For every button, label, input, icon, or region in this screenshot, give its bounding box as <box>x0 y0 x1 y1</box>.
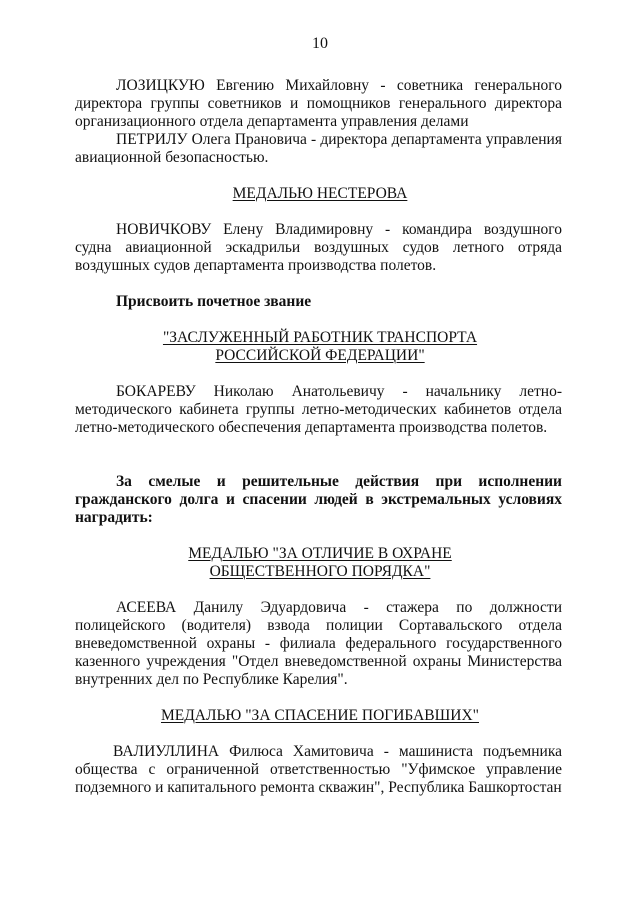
honorary-title-lead: Присвоить почетное звание <box>116 293 312 310</box>
medal-heading-line: ОБЩЕСТВЕННОГО ПОРЯДКА" <box>209 563 431 580</box>
medal-heading <box>0 545 640 581</box>
award-recipient-paragraph: ВАЛИУЛЛИНА Филюса Хамитовича - машиниста подъемника общества с ограниченной ответственностью "Уфимское управление подземного и капитального ремонта скважин", Республика Башкортостан <box>75 743 562 796</box>
medal-heading <box>0 707 640 725</box>
honorary-title-heading-line: "ЗАСЛУЖЕННЫЙ РАБОТНИК ТРАНСПОРТА <box>162 329 478 346</box>
award-recipient-paragraph: ПЕТРИЛУ Олега Прановича - директора департамента управления авиационной безопасностью. <box>75 131 562 166</box>
medal-heading-text: МЕДАЛЬЮ НЕСТЕРОВА <box>232 185 408 202</box>
page-number: 10 <box>312 35 328 52</box>
medal-heading <box>0 185 640 203</box>
award-recipient-paragraph: ЛОЗИЦКУЮ Евгению Михайловну - советника генерального директора группы советников и помощников генерального директора организационного отдела департамента управления делами <box>75 77 562 130</box>
award-recipient-paragraph: АСЕЕВА Данилу Эдуардовича - стажера по должности полицейского (водителя) взвода полиции Сортавальского отдела вневедомственной охраны - филиала федерального государственного казенного учреждения "Отдел вневедомственной охраны Министерства внутренних дел по Республике Карелия". <box>75 599 562 688</box>
award-recipient-paragraph: НОВИЧКОВУ Елену Владимировну - командира воздушного судна авиационной эскадрильи воздушных судов летного отряда воздушных судов департамента производства полетов. <box>75 221 562 274</box>
award-recipient-paragraph: БОКАРЕВУ Николаю Анатольевичу - начальнику летно-методического кабинета группы летно-методических кабинетов отдела летно-методического обеспечения департамента производства полетов. <box>75 383 562 436</box>
medal-heading-line: МЕДАЛЬЮ "ЗА ОТЛИЧИЕ В ОХРАНЕ <box>188 545 452 562</box>
honorary-title-heading <box>0 329 640 365</box>
bravery-lead-paragraph: За смелые и решительные действия при исполнении гражданского долга и спасении людей в экстремальных условиях наградить: <box>75 473 562 526</box>
honorary-title-heading-line: РОССИЙСКОЙ ФЕДЕРАЦИИ" <box>215 347 425 364</box>
medal-heading-text: МЕДАЛЬЮ "ЗА СПАСЕНИЕ ПОГИБАВШИХ" <box>160 707 479 724</box>
